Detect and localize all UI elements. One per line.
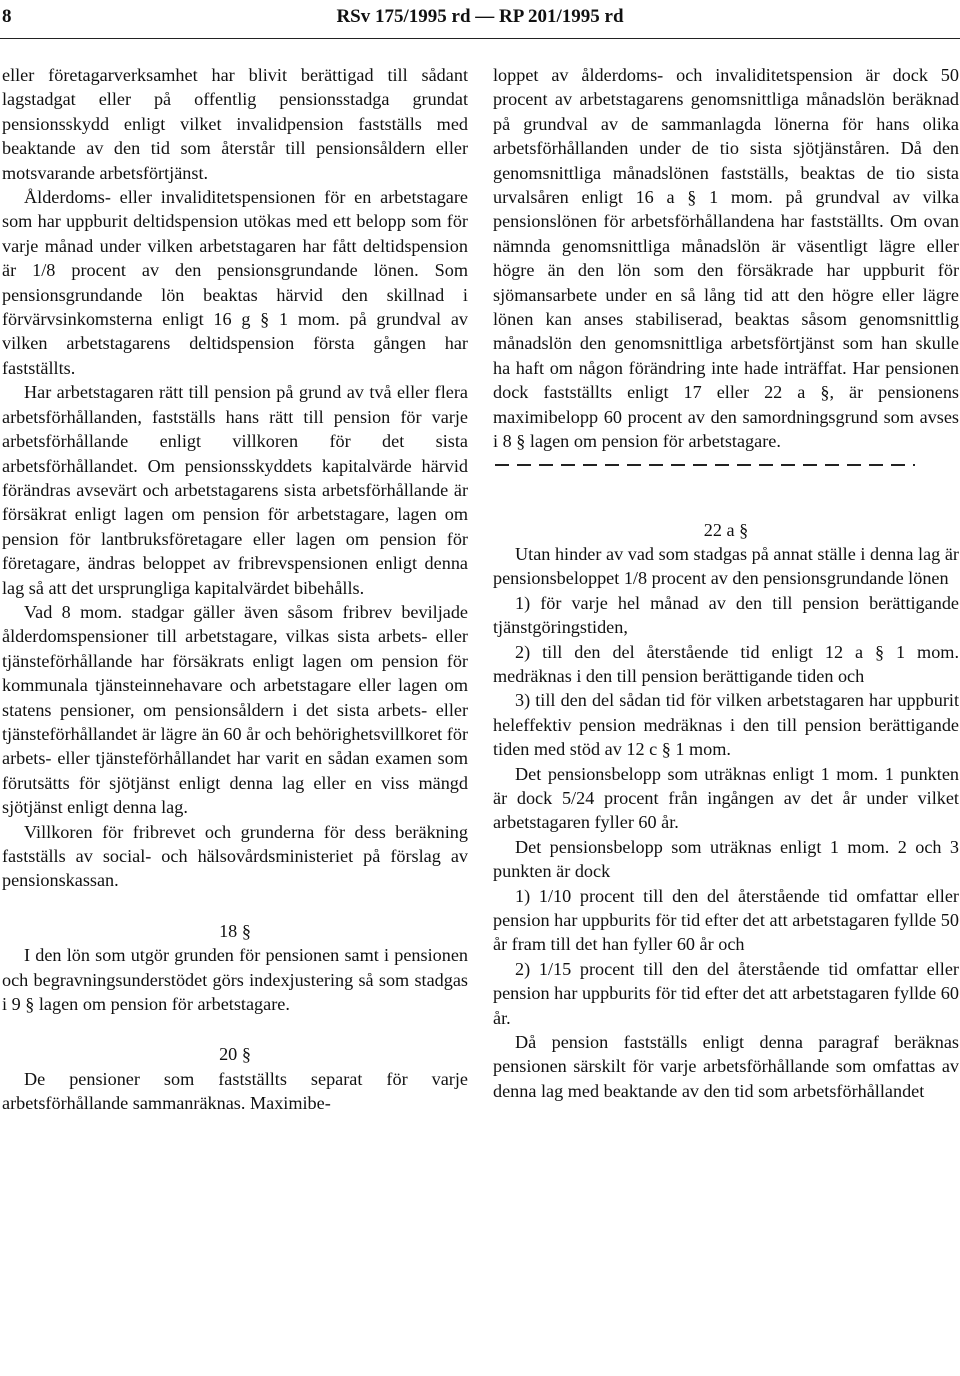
header-rule (0, 38, 960, 39)
page-number: 8 (2, 6, 12, 27)
section-heading-20: 20 § (219, 1044, 251, 1065)
paragraph: Har arbetstagaren rätt till pension på grund av två eller flera arbetsförhållanden, fastställs hans rätt till pension för varje arbetsförhållande enligt villkoren för det sista arbetsförhållandet. Om pensionsskyddets kapitalvärde härvid förändras avsevärt och arbetstagarens sista arbetsförhållande är försäkrat enligt lagen om pension för arbetstagare, lagen om pension för lantbruksföretagare eller lagen om pension för företagare, ändras beloppet av fribrevspensionen enligt denna lag så att det ursprungliga kapitalvärdet bibehålls. (2, 382, 468, 598)
paragraph: Villkoren för fribrevet och grunderna för dess beräkning fastställs av social- och hälsovårdsministeriet på förslag av pensionskassan. (2, 821, 468, 891)
page-header (0, 6, 960, 36)
paragraph: Det pensionsbelopp som uträknas enligt 1 mom. 2 och 3 punkten är dock (493, 836, 959, 882)
list-item: 1) för varje hel månad av den till pension berättigande tjänstgöringstiden, (493, 592, 959, 638)
list-item: 2) till den del återstående tid enligt 12 a § 1 mom. medräknas i den till pension berättigande tiden och (493, 641, 959, 686)
paragraph: I den lön som utgör grunden för pensionen samt i pensionen och begravningsunderstödet görs indexjustering så som stadgas i 9 § lagen om pension för arbetstagare. (2, 945, 468, 1015)
running-title: RSv 175/1995 rd — RP 201/1995 rd (336, 6, 624, 27)
paragraph: De pensioner som fastställts separat för varje arbetsförhållande sammanräknas. Maximibe- (2, 1068, 468, 1114)
section-heading-18: 18 § (219, 920, 251, 941)
list-item: 3) till den del sådan tid för vilken arbetstagaren har uppburit heleffektiv pension medräknas i den till pension berättigande tiden med stöd av 12 c § 1 mom. (493, 690, 959, 760)
paragraph: Det pensionsbelopp som uträknas enligt 1 mom. 1 punkten är dock 5/24 procent från ingången av det år under vilket arbetstagaren fyller 60 år. (493, 763, 959, 833)
paragraph: eller företagarverksamhet har blivit berättigad till sådant lagstadgat eller på offentlig pensionsstadga grundat pensionsskydd enligt vilket invalidpension fastställs med beaktande av den tid som återstår till pensionsåldern eller motsvarande arbetsförtjänst. (2, 65, 468, 183)
paragraph: loppet av ålderdoms- och invaliditetspension är dock 50 procent av arbetstagarens genomsnittliga månadslön beräknad på grundval av de sammanlagda lönerna för hans olika arbetsförhållanden under de tio sista sjötjänståren. Då den genomsnittliga månadslönen fastställs, beaktas de tio sista urvalsåren enligt 16 a § 1 mom. på grundval av vilka pensionslönen för arbetsförhållandena har fastställts. Om ovan nämnda genomsnittliga månadslön är väsentligt lägre eller högre än den lön som den försäkrade har uppburit för sjömansarbete under en så lång tid att den högre eller lägre lönen kan anses stabiliserad, beaktas såsom genomsnittlig månadslön den genomsnittliga arbetsförtjänst som han skulle ha haft om någon förändring inte hade inträffat. Har pensionen dock fastställts enligt 17 eller 22 a §, är pensionens maximibelopp 60 procent av den samordningsgrund som avses i 8 § lagen om pension för arbetstagare. (493, 65, 959, 452)
list-item: 2) 1/15 procent till den del återstående tid omfattar eller pension har uppburits för tid efter det att arbetstagaren fyllde 60 år. (493, 958, 959, 1028)
section-heading-22a: 22 a § (703, 519, 749, 540)
paragraph: Utan hinder av vad som stadgas på annat ställe i denna lag är pensionsbeloppet 1/8 procent av den pensionsgrundande lönen (493, 543, 959, 589)
paragraph: Vad 8 mom. stadgar gäller även såsom fribrev beviljade ålderdomspensioner till arbetstagare, vilkas sista arbets- eller tjänsteförhållande har försäkrats enligt lagen om pension för kommunala tjänsteinnehavare och arbetstagare eller lagen om statens pensioner, om pensionsåldern i det sista arbets- eller tjänsteförhållandet är lägre än 60 år och behörighetsvillkoret för arbets- eller tjänsteförhållandet har varit en sådan examen som förutsätts för sjötjänst enligt denna lag eller en viss mängd sjötjänst enligt denna lag. (2, 601, 468, 818)
paragraph: Ålderdoms- eller invaliditetspensionen för en arbetstagare som har uppburit deltidspension utökas med ett belopp som för varje månad under vilken arbetstagaren har fått deltidspension är 1/8 procent av den pensionsgrundande lönen. Som pensionsgrundande lön beaktas härvid den skillnad i förvärvsinkomsterna enligt 16 g § 1 mom. på grundval av vilken arbetstagarens deltidspension första gången har fastställts. (2, 187, 468, 378)
list-item: 1) 1/10 procent till den del återstående tid omfattar eller pension har uppburits för tid efter det att arbetstagaren fyllde 50 år fram till det han fyller 60 år och (493, 885, 959, 955)
left-column (2, 63, 468, 1116)
right-column (493, 63, 959, 1103)
paragraph: Då pension fastställs enligt denna paragraf beräknas pensionen särskilt för varje arbetsförhållande som omfattas av denna lag med beaktande av den tid som arbetsförhållandet (493, 1032, 959, 1101)
